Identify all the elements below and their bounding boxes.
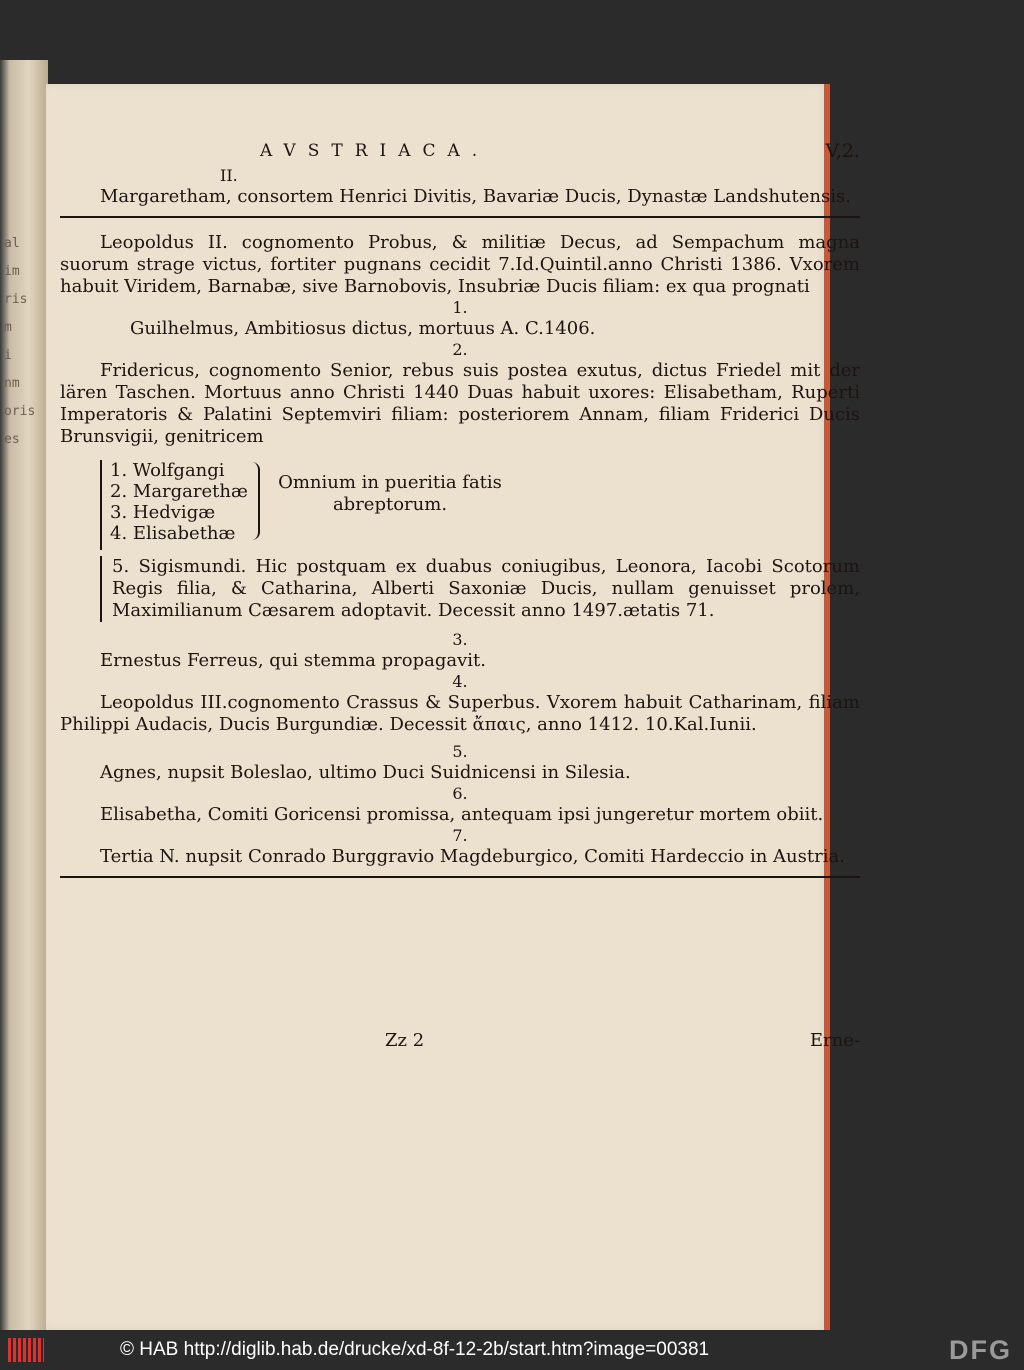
section-number: 6. bbox=[452, 784, 468, 803]
paragraph-fridericus: Fridericus, cognomento Senior, rebus suis postea exutus, dictus Friedel mit der lären Taschen. Mortuus anno Christi 1440 Duas habuit uxores: Elisabetham, Ruperti Imperatoris & Palatini Septemviri filiam: posteriorem Annam, filiam Friderici Ducis Brunsvigii, genitricem bbox=[60, 360, 860, 447]
dfg-logo: DFG bbox=[949, 1335, 1012, 1365]
section-number: 1. bbox=[452, 298, 468, 317]
brace bbox=[100, 460, 108, 550]
section-number: II. bbox=[220, 166, 238, 185]
section-number: 7. bbox=[452, 826, 468, 845]
children-list bbox=[110, 460, 248, 544]
list-item: 4. Elisabethæ bbox=[110, 523, 236, 544]
running-title: AVSTRIACA. bbox=[260, 141, 490, 161]
paragraph-ernestus: Ernestus Ferreus, qui stemma propagavit. bbox=[100, 650, 486, 671]
copyright-link[interactable]: © HAB http://diglib.hab.de/drucke/xd-8f-12-2b/start.htm?image=00381 bbox=[120, 1339, 710, 1360]
section-number: 3. bbox=[452, 630, 468, 649]
brace-note: Omnium in pueritia fatis abreptorum. bbox=[278, 472, 502, 515]
paragraph-margaretham: Margaretham, consortem Henrici Divitis, Bavariæ Ducis, Dynastæ Landshutensis. bbox=[100, 186, 851, 207]
section-number: 2. bbox=[452, 340, 468, 359]
divider bbox=[60, 876, 860, 878]
page-foot bbox=[60, 1030, 860, 1060]
brace bbox=[250, 462, 260, 540]
running-head bbox=[60, 140, 860, 166]
page-text bbox=[60, 140, 860, 892]
paragraph-elisabetha: Elisabetha, Comiti Goricensi promissa, antequam ipsi jungeretur mortem obiit. bbox=[100, 804, 824, 825]
divider bbox=[60, 216, 860, 218]
spine-text: al im ris m i nm oris es bbox=[4, 236, 36, 447]
list-item: 2. Margarethæ bbox=[110, 481, 248, 502]
paragraph-tertia: Tertia N. nupsit Conrado Burggravio Magdeburgico, Comiti Hardeccio in Austria. bbox=[100, 846, 845, 867]
paragraph-sigismundi: 5. Sigismundi. Hic postquam ex duabus coniugibus, Leonora, Iacobi Scotorum Regis filia, & Catharina, Alberti Saxoniæ Ducis, nullam genuisset prolem, Maximilianum Cæsarem adoptavit. Decessit anno 1497.ætatis 71. bbox=[100, 556, 860, 622]
list-item: 1. Wolfgangi bbox=[110, 460, 225, 481]
catchword: Erne- bbox=[809, 1030, 860, 1051]
paragraph-leopoldus-iii: Leopoldus III.cognomento Crassus & Superbus. Vxorem habuit Catharinam, filiam Philippi Audacis, Ducis Burgundiæ. Decessit ἄπαις, anno 1412. 10.Kal.Iunii. bbox=[60, 692, 860, 735]
section-number: 4. bbox=[452, 672, 468, 691]
paragraph-leopoldus-ii: Leopoldus II. cognomento Probus, & militiæ Decus, ad Sempachum magna suorum strage victus, fortiter pugnans cecidit 7.Id.Quintil.anno Christi 1386. Vxorem habuit Viridem, Barnabæ, sive Barnobovis, Insubriæ Ducis filiam: ex qua prognati bbox=[60, 232, 860, 297]
list-item: 3. Hedvigæ bbox=[110, 502, 216, 523]
adjacent-page-spine bbox=[0, 60, 48, 1330]
barcode-icon bbox=[8, 1338, 44, 1362]
folio: V,2. bbox=[825, 140, 860, 162]
viewer-footer bbox=[0, 1330, 1024, 1370]
children-group bbox=[100, 460, 860, 542]
section-number: 5. bbox=[452, 742, 468, 761]
paragraph-agnes: Agnes, nupsit Boleslao, ultimo Duci Suidnicensi in Silesia. bbox=[100, 762, 631, 783]
signature-mark: Zz 2 bbox=[385, 1030, 425, 1051]
paragraph-guilhelmus: Guilhelmus, Ambitiosus dictus, mortuus A. C.1406. bbox=[130, 318, 596, 339]
